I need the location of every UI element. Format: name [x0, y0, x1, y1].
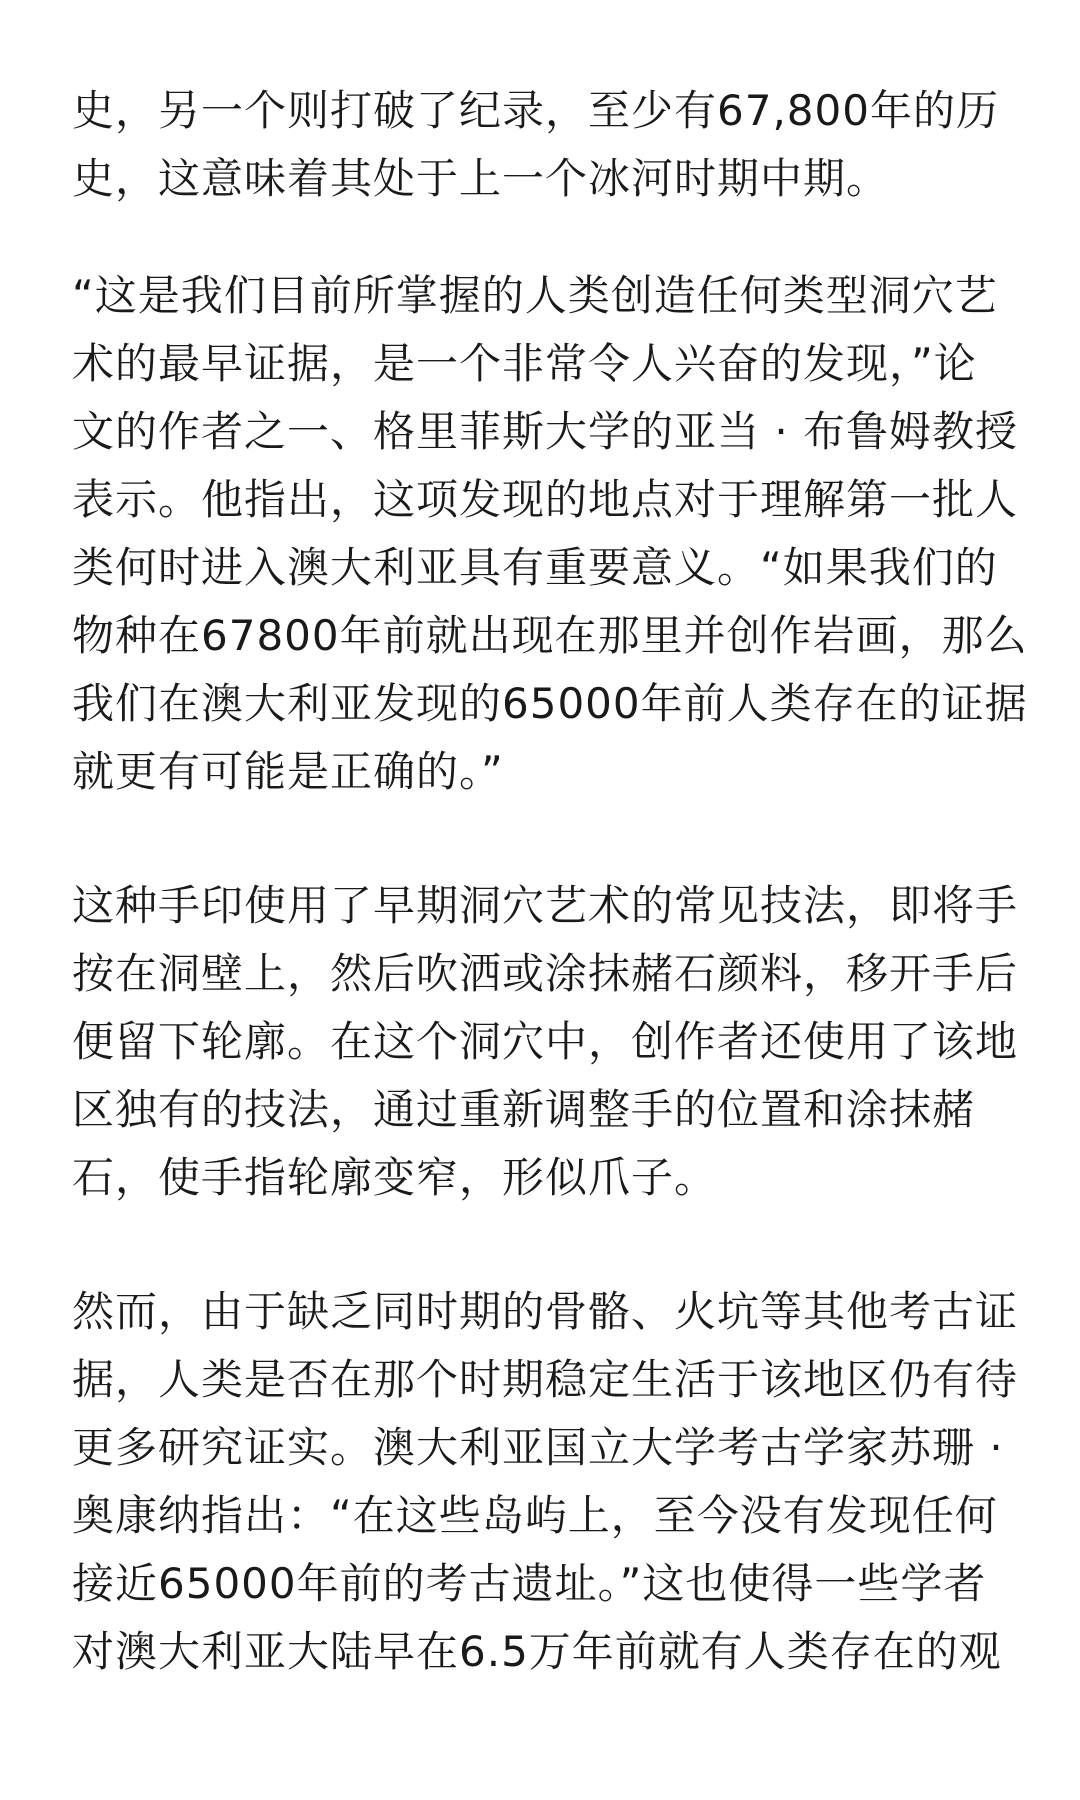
text-line: “这是我们目前所掌握的人类创造任何类型洞穴艺	[72, 271, 998, 320]
text-line: 据，人类是否在那个时期稳定生活于该地区仍有待	[72, 1355, 1019, 1404]
text-line: 区独有的技法，通过重新调整手的位置和涂抹赭	[72, 1085, 976, 1134]
text-line: 对澳大利亚大陆早在6.5万年前就有人类存在的观	[72, 1627, 1002, 1676]
paragraph-2	[72, 262, 1028, 806]
text-line: 表示。他指出，这项发现的地点对于理解第一批人	[72, 475, 1019, 524]
paragraph-1	[72, 77, 999, 213]
text-line: 便留下轮廓。在这个洞穴中，创作者还使用了该地	[72, 1017, 1019, 1066]
text-line: 物种在67800年前就出现在那里并创作岩画，那么	[72, 611, 1028, 660]
text-line: 我们在澳大利亚发现的65000年前人类存在的证据	[72, 679, 1028, 728]
text-line: 奥康纳指出：“在这些岛屿上，至今没有发现任何	[72, 1491, 998, 1540]
text-line: 就更有可能是正确的。”	[72, 747, 504, 796]
text-line: 石，使手指轮廓变窄，形似爪子。	[72, 1153, 718, 1202]
paragraph-3	[72, 872, 1018, 1212]
paragraph-4	[72, 1278, 1018, 1686]
text-line: 按在洞壁上，然后吹洒或涂抹赭石颜料，移开手后	[72, 949, 1019, 998]
text-line: 类何时进入澳大利亚具有重要意义。“如果我们的	[72, 543, 998, 592]
text-line: 更多研究证实。澳大利亚国立大学考古学家苏珊 ·	[72, 1423, 1004, 1472]
text-line: 术的最早证据，是一个非常令人兴奋的发现，”论	[72, 339, 977, 388]
text-line: 这种手印使用了早期洞穴艺术的常见技法，即将手	[72, 881, 1019, 930]
text-line: 史，另一个则打破了纪录，至少有67,800年的历	[72, 86, 999, 135]
text-line: 然而，由于缺乏同时期的骨骼、火坑等其他考古证	[72, 1287, 1019, 1336]
text-line: 史，这意味着其处于上一个冰河时期中期。	[72, 154, 890, 203]
text-line: 文的作者之一、格里菲斯大学的亚当 · 布鲁姆教授	[72, 407, 1019, 456]
text-line: 接近65000年前的考古遗址。”这也使得一些学者	[72, 1559, 987, 1608]
